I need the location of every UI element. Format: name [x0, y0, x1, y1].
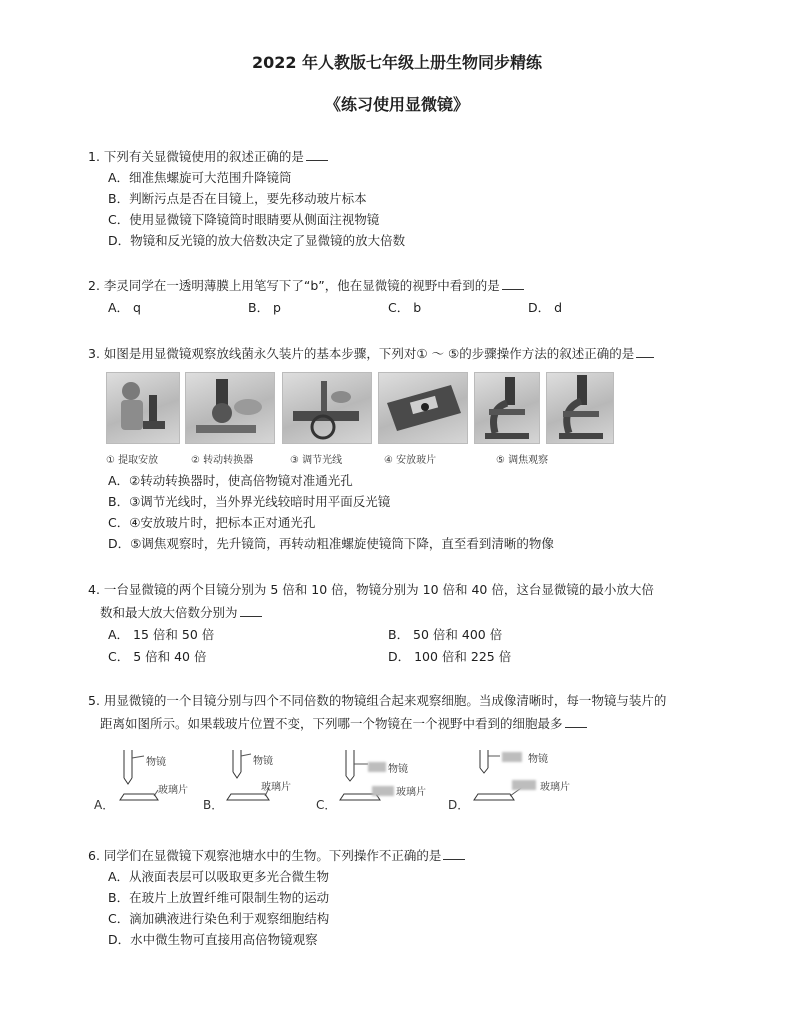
diagram-letter-c: C．	[316, 798, 337, 812]
blurred-label	[502, 752, 522, 762]
q3-option-a: A．②转动转换器时，使高倍物镜对准通光孔	[108, 473, 353, 488]
q1-option-a: A．细准焦螺旋可大范围升降镜筒	[108, 170, 292, 185]
lens-diagram-b	[203, 748, 313, 812]
slide-label-c: 玻璃片	[396, 787, 426, 798]
blurred-label	[512, 780, 536, 790]
page-subtitle: 《练习使用显微镜》	[324, 95, 469, 114]
diagram-letter-d: D．	[448, 798, 470, 812]
answer-blank	[443, 847, 465, 860]
answer-blank	[502, 277, 524, 290]
question-2-stem: 2. 李灵同学在一透明薄膜上用笔写下了“b”，他在显微镜的视野中看到的是	[88, 275, 524, 296]
step1-caption: ① 提取安放	[106, 455, 159, 466]
q1-option-d: D．物镜和反光镜的放大倍数决定了显微镜的放大倍数	[108, 233, 406, 248]
page-title: 2022 年人教版七年级上册生物同步精练	[251, 53, 543, 72]
answer-blank	[306, 148, 328, 161]
q6-option-a: A．从液面表层可以吸取更多光合微生物	[108, 869, 330, 884]
slide-label-d: 玻璃片	[540, 782, 570, 793]
q3-option-b: B．③调节光线时，当外界光线较暗时用平面反光镜	[108, 494, 391, 509]
lens-label-c: 物镜	[388, 764, 408, 775]
slide-label-a: 玻璃片	[158, 785, 188, 796]
q3-option-c: C．④安放玻片时，把标本正对通光孔	[108, 515, 316, 530]
q4-option-d: D． 100 倍和 225 倍	[388, 649, 512, 664]
q2-option-d: D． d	[528, 300, 563, 315]
step4-photo	[378, 372, 468, 444]
lens-label-b: 物镜	[253, 756, 273, 767]
question-4-stem-line1: 4. 一台显微镜的两个目镜分别为 5 倍和 10 倍，物镜分别为 10 倍和 40 倍，这台显微镜的最小放大倍	[88, 582, 654, 597]
step2-caption: ② 转动转换器	[191, 455, 254, 466]
q2-option-c: C． b	[388, 300, 422, 315]
question-5-stem-line2: 距离如图所示。如果载玻片位置不变，下列哪一个物镜在一个视野中看到的细胞最多	[100, 713, 587, 734]
lens-diagram-a	[94, 748, 204, 812]
q1-option-b: B．判断污点是否在目镜上，要先移动玻片标本	[108, 191, 367, 206]
answer-blank	[565, 715, 587, 728]
q3-option-d: D．⑤调焦观察时，先升镜筒，再转动粗准螺旋使镜筒下降，直至看到清晰的物像	[108, 536, 554, 551]
lens-diagram-c	[316, 748, 446, 812]
q6-option-c: C．滴加碘液进行染色利于观察细胞结构	[108, 911, 330, 926]
step2-photo	[185, 372, 275, 444]
lens-diagram-d	[448, 748, 588, 812]
step3-photo	[282, 372, 372, 444]
step5a-photo	[474, 372, 540, 444]
q1-option-c: C．使用显微镜下降镜筒时眼睛要从侧面注视物镜	[108, 212, 380, 227]
q4-option-c: C． 5 倍和 40 倍	[108, 649, 207, 664]
answer-blank	[636, 345, 654, 358]
step4-caption: ④ 安放玻片	[384, 455, 437, 466]
q2-option-a: A． q	[108, 300, 141, 315]
q4-option-a: A． 15 倍和 50 倍	[108, 627, 215, 642]
question-3-stem: 3. 如图是用显微镜观察放线菌永久装片的基本步骤，下列对① ～ ⑤的步骤操作方法的叙述正确的是	[88, 343, 654, 364]
q4-option-b: B． 50 倍和 400 倍	[388, 627, 503, 642]
blurred-label	[372, 786, 394, 796]
step5-caption: ⑤ 调焦观察	[496, 455, 549, 466]
diagram-letter-b: B．	[203, 798, 224, 812]
question-6-stem: 6. 同学们在显微镜下观察池塘水中的生物。下列操作不正确的是	[88, 845, 465, 866]
step5b-photo	[546, 372, 614, 444]
answer-blank	[240, 604, 262, 617]
diagram-letter-a: A．	[94, 798, 115, 812]
blurred-label	[368, 762, 386, 772]
slide-label-b: 玻璃片	[261, 782, 291, 793]
question-4-stem-line2: 数和最大放大倍数分别为	[100, 602, 262, 623]
lens-label-d: 物镜	[528, 754, 548, 765]
question-5-stem-line1: 5. 用显微镜的一个目镜分别与四个不同倍数的物镜组合起来观察细胞。当成像清晰时，每一物镜与装片的	[88, 693, 667, 708]
step1-photo	[106, 372, 180, 444]
question-1-stem: 1. 下列有关显微镜使用的叙述正确的是	[88, 146, 328, 167]
q2-option-b: B． p	[248, 300, 281, 315]
lens-label-a: 物镜	[146, 757, 166, 768]
q6-option-b: B．在玻片上放置纤维可限制生物的运动	[108, 890, 330, 905]
step3-caption: ③ 调节光线	[290, 455, 343, 466]
q6-option-d: D．水中微生物可直接用高倍物镜观察	[108, 932, 318, 947]
